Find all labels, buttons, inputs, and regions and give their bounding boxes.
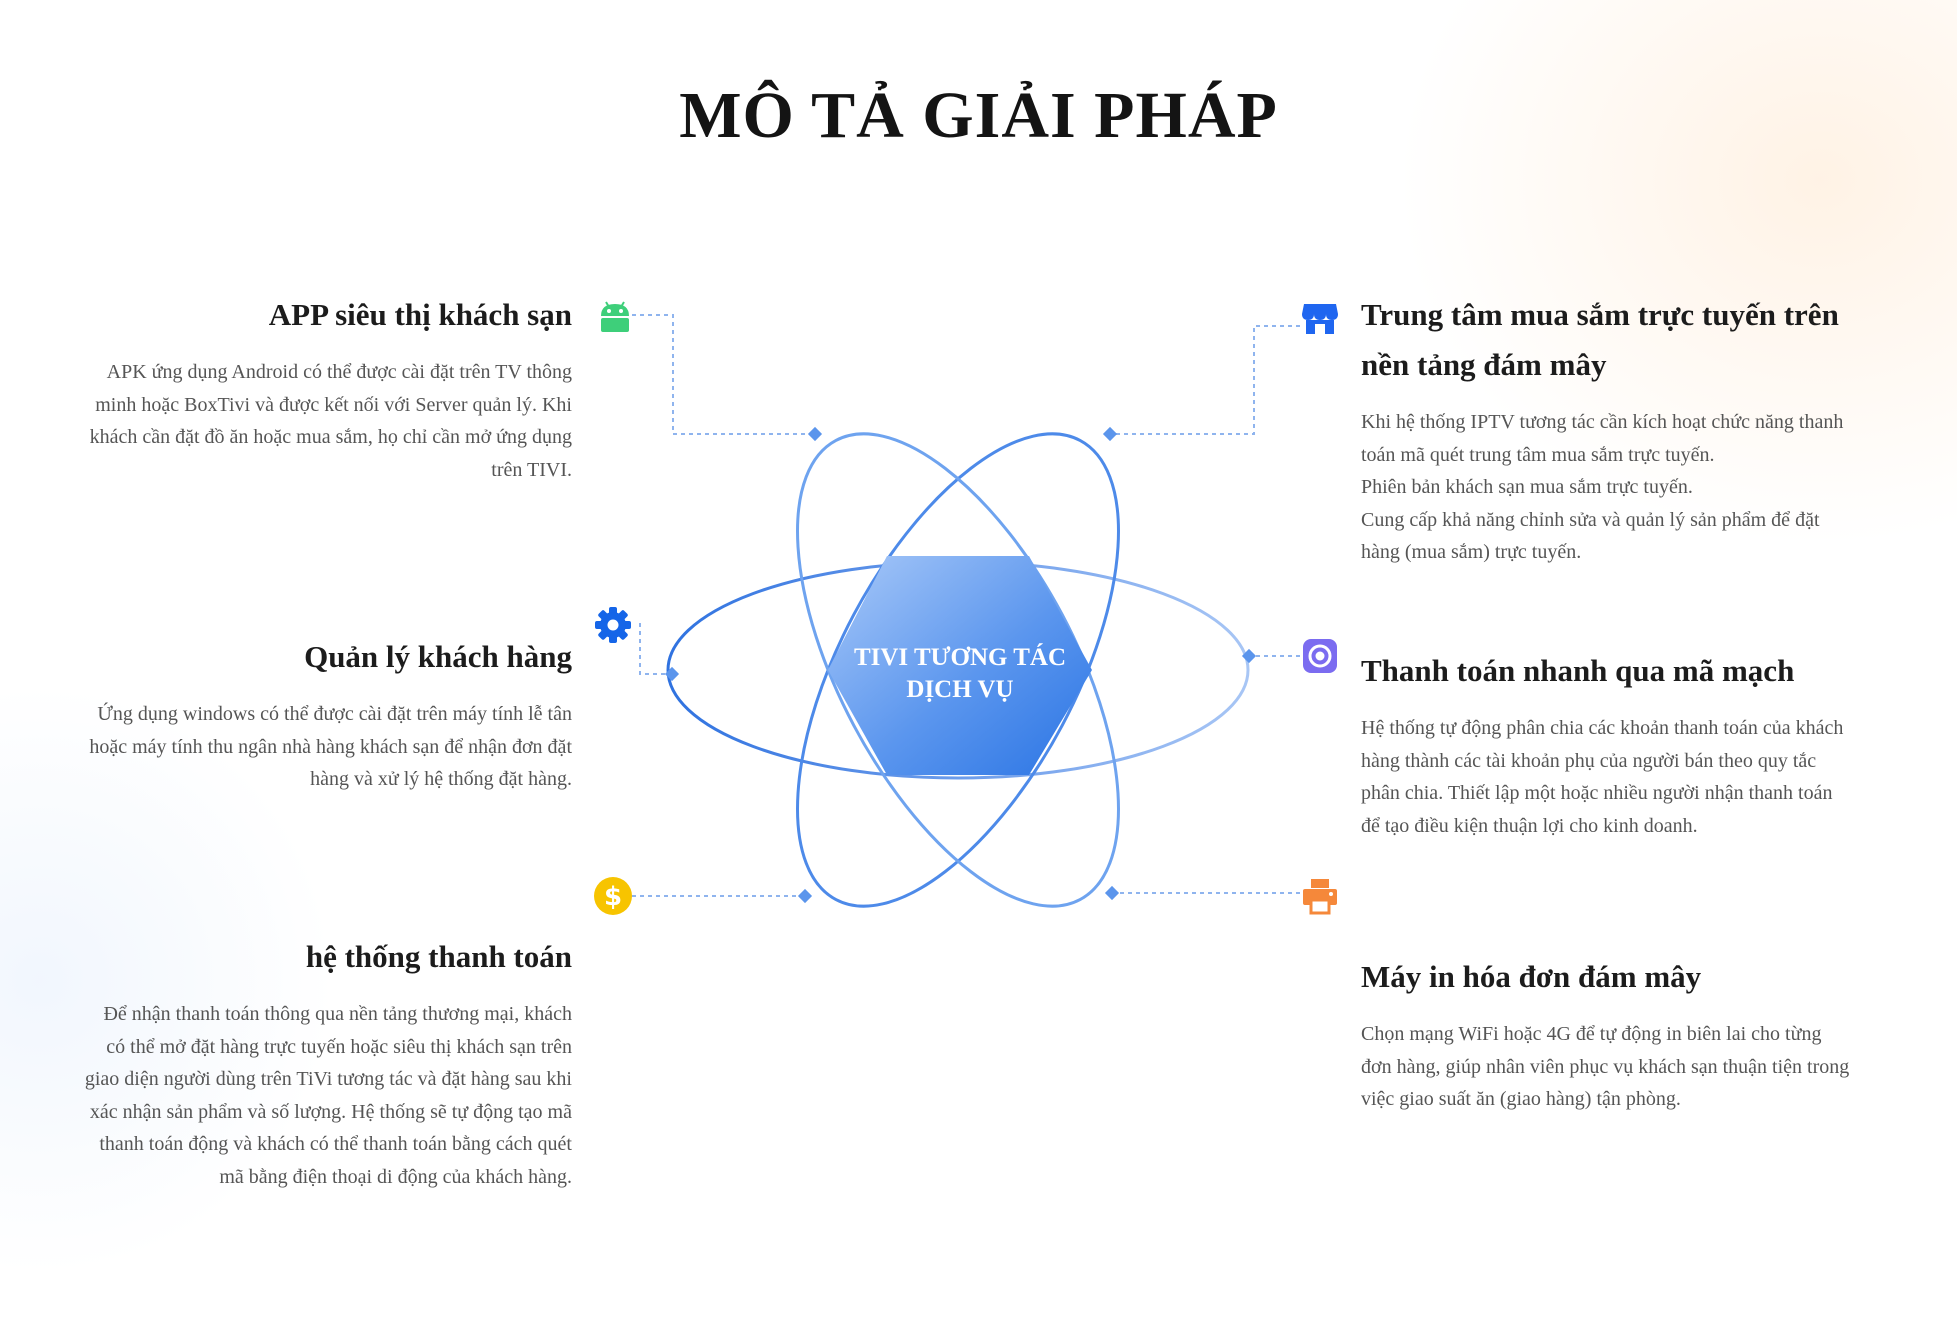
hub-label-line1: TIVI TƯƠNG TÁC bbox=[853, 644, 1067, 671]
description-line: Hệ thống tự động phân chia các khoản thanh toán của khách bbox=[1361, 717, 1844, 739]
description-line: hàng thành các tài khoản phụ của người bán theo quy tắc bbox=[1361, 749, 1817, 772]
feature-title-line2: nền tảng đám mây bbox=[1361, 347, 1607, 382]
dot-payment bbox=[798, 889, 812, 903]
feature-description bbox=[30, 356, 572, 486]
store-icon bbox=[1300, 298, 1340, 338]
description-line: Ứng dụng windows có thể được cài đặt trên máy tính lễ tân bbox=[97, 703, 572, 725]
gear-icon bbox=[593, 605, 633, 645]
feature-title: Máy in hóa đơn đám mây bbox=[1361, 959, 1702, 994]
connector-app bbox=[632, 315, 815, 434]
printer-icon bbox=[1300, 876, 1340, 916]
description-line: xác nhận sản phẩm và số lượng. Hệ thống sẽ tự động tạo mã bbox=[89, 1100, 572, 1123]
page-title: MÔ TẢ GIẢI PHÁP bbox=[679, 79, 1278, 152]
feature-title bbox=[1361, 290, 1921, 390]
description-line: thanh toán động và khách có thể thanh toán bằng cách quét bbox=[99, 1133, 572, 1155]
feature-cloud-printer bbox=[1361, 952, 1921, 1116]
description-line: giao diện người dùng trên TiVi tương tác và đặt hàng sau khi bbox=[84, 1068, 572, 1090]
description-line: Phiên bản khách sạn mua sắm trực tuyến. bbox=[1361, 476, 1693, 498]
feature-title: Quản lý khách hàng bbox=[304, 639, 572, 674]
dot-shopping bbox=[1103, 427, 1117, 441]
description-line: hoặc máy tính thu ngân nhà hàng khách sạn để nhận đơn đặt bbox=[89, 735, 572, 758]
description-line: toán mã quét trung tâm mua sắm trực tuyến. bbox=[1361, 443, 1715, 466]
feature-description bbox=[30, 998, 572, 1193]
hub-label-line2: DỊCH VỤ bbox=[906, 676, 1014, 703]
feature-description bbox=[1361, 1018, 1921, 1116]
feature-description bbox=[1361, 712, 1921, 842]
feature-title-line1: Trung tâm mua sắm trực tuyến trên bbox=[1361, 297, 1839, 332]
description-line: phân chia. Thiết lập một hoặc nhiều người nhận thanh toán bbox=[1361, 782, 1833, 804]
description-line: khách cần đặt đồ ăn hoặc mua sắm, họ chỉ cần mở ứng dụng bbox=[89, 426, 572, 448]
description-line: có thể mở đặt hàng trực tuyến hoặc siêu thị khách sạn trên bbox=[106, 1035, 572, 1058]
description-line: mã bằng điện thoại di động của khách hàng. bbox=[219, 1165, 572, 1188]
description-line: minh hoặc BoxTivi và được kết nối với Server quản lý. Khi bbox=[95, 393, 572, 416]
feature-customer-management bbox=[30, 632, 572, 796]
description-line: hàng và xử lý hệ thống đặt hàng. bbox=[310, 768, 572, 790]
description-line: việc giao suất ăn (giao hàng) tận phòng. bbox=[1361, 1088, 1681, 1110]
description-line: Để nhận thanh toán thông qua nền tảng thương mại, khách bbox=[103, 1003, 572, 1025]
dollar-coin-icon bbox=[593, 876, 633, 916]
connector-shopping bbox=[1110, 326, 1300, 434]
feature-cloud-shopping bbox=[1361, 290, 1921, 569]
feature-title: hệ thống thanh toán bbox=[305, 939, 572, 974]
description-line: đơn hàng, giúp nhân viên phục vụ khách sạn thuận tiện trong bbox=[1361, 1055, 1850, 1078]
feature-quick-pay bbox=[1361, 646, 1921, 842]
description-line: Chọn mạng WiFi hoặc 4G để tự động in biên lai cho từng bbox=[1361, 1023, 1822, 1045]
scan-target-icon bbox=[1300, 636, 1340, 676]
description-line: hàng (mua sắm) trực tuyến. bbox=[1361, 541, 1582, 563]
description-line: trên TIVI. bbox=[491, 458, 572, 481]
svg-text:$: $ bbox=[603, 882, 623, 912]
feature-description bbox=[30, 698, 572, 796]
description-line: APK ứng dụng Android có thể được cài đặt trên TV thông bbox=[106, 361, 572, 383]
feature-app-supermarket bbox=[30, 290, 572, 486]
description-line: để tạo điều kiện thuận lợi cho kinh doanh. bbox=[1361, 814, 1698, 837]
android-icon bbox=[595, 298, 635, 338]
dot-printer bbox=[1105, 886, 1119, 900]
feature-title: Thanh toán nhanh qua mã mạch bbox=[1361, 653, 1795, 688]
feature-payment-system bbox=[30, 932, 572, 1193]
description-line: Cung cấp khả năng chỉnh sửa và quản lý sản phẩm để đặt bbox=[1361, 508, 1820, 531]
feature-title: APP siêu thị khách sạn bbox=[268, 297, 572, 332]
dot-app bbox=[808, 427, 822, 441]
hub-label bbox=[845, 642, 1075, 706]
description-line: Khi hệ thống IPTV tương tác cần kích hoạt chức năng thanh bbox=[1361, 411, 1844, 433]
feature-description bbox=[1361, 406, 1921, 569]
